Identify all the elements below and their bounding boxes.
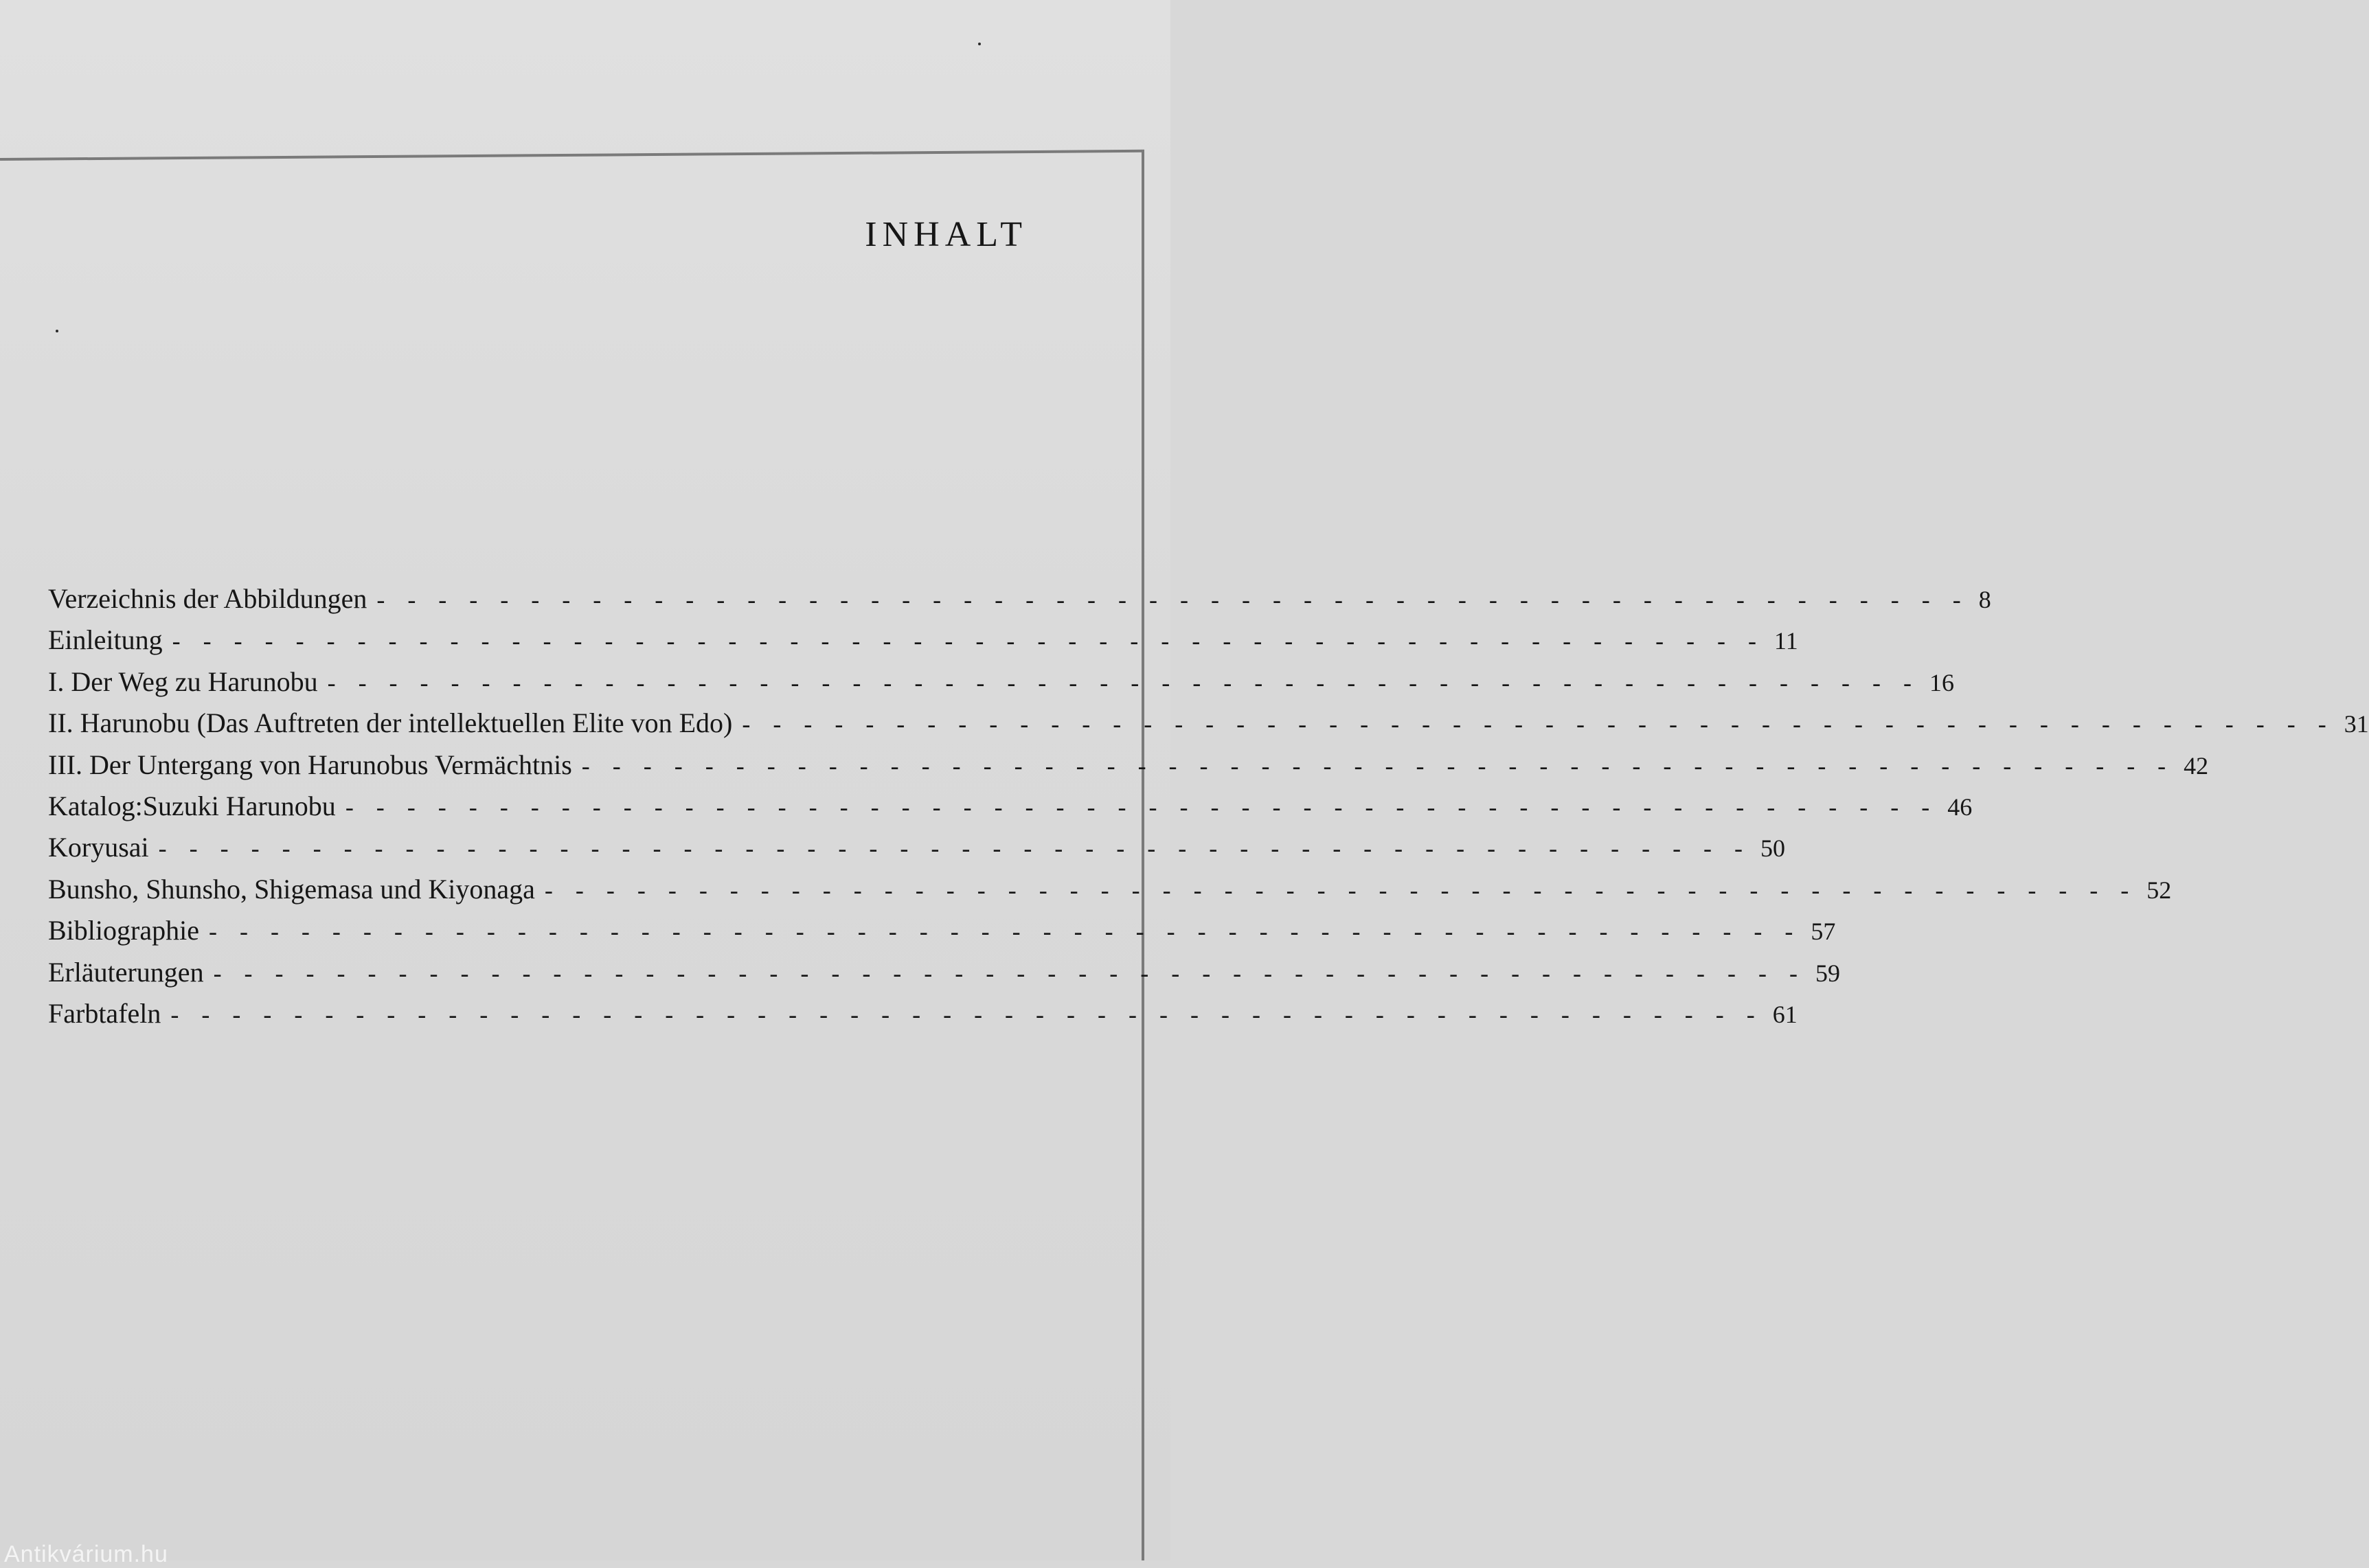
watermark: Antikvárium.hu — [4, 1541, 168, 1567]
table-of-contents — [48, 582, 2369, 1038]
toc-leader: - - - - - - - - - - - - - - - - - - - - - - - - - - - - - - - - - - - - - - - - - - - - - - - - - - - - — [213, 959, 1806, 987]
toc-page-number: 52 — [2146, 876, 2172, 904]
toc-page-number: 31 — [2344, 710, 2369, 738]
toc-entry-title: Koryusai — [48, 832, 149, 863]
toc-entry-bibliographie — [48, 914, 1836, 955]
toc-entry-erlaeuterungen — [48, 956, 1840, 997]
toc-entry-katalog-koryusai — [48, 831, 1786, 872]
toc-page-number: 50 — [1760, 834, 1786, 863]
toc-leader: - - - - - - - - - - - - - - - - - - - - - - - - - - - - - - - - - - - - - - - - - - - - - - - - - - - - — [158, 834, 1752, 863]
toc-page-number: 42 — [2184, 751, 2209, 780]
dust-speck — [978, 43, 981, 45]
toc-entry-title: Verzeichnis der Abbildungen — [48, 583, 367, 614]
dust-speck — [56, 330, 58, 332]
toc-page-number: 8 — [1978, 586, 1991, 613]
toc-entry-farbtafeln — [48, 997, 1798, 1038]
toc-leader: - - - - - - - - - - - - - - - - - - - - - - - - - - - - - - - - - - - - - - - - - - - - - - - - - - - - — [170, 1000, 1763, 1028]
toc-leader: - - - - - - - - - - - - - - - - - - - - - - - - - - - - - - - - - - - - - - - - - - - - - - - - - - - - — [742, 710, 2335, 738]
toc-entry-title: III. Der Untergang von Harunobus Vermächtnis — [48, 749, 572, 780]
toc-leader: - - - - - - - - - - - - - - - - - - - - - - - - - - - - - - - - - - - - - - - - - - - - - - - - - - - - — [345, 793, 1938, 821]
toc-entry-title: Bibliographie — [48, 915, 199, 946]
page-title: INHALT — [865, 215, 1028, 254]
toc-leader: - - - - - - - - - - - - - - - - - - - - - - - - - - - - - - - - - - - - - - - - - - - - - - - - - - - - — [208, 918, 1802, 946]
toc-entry-katalog-harunobu — [48, 790, 1973, 831]
toc-page-number: 61 — [1772, 1000, 1798, 1028]
toc-leader: - - - - - - - - - - - - - - - - - - - - - - - - - - - - - - - - - - - - - - - - - - - - - - - - - - - - — [376, 586, 1969, 613]
toc-entry-title: Erläuterungen — [48, 956, 204, 988]
toc-leader: - - - - - - - - - - - - - - - - - - - - - - - - - - - - - - - - - - - - - - - - - - - - - - - - - - - - — [581, 751, 2175, 780]
toc-entry-prefix: Katalog: — [48, 790, 143, 821]
toc-entry-chapter-2 — [48, 707, 2369, 748]
toc-page-number: 57 — [1811, 918, 1836, 946]
toc-entry-chapter-3 — [48, 749, 2209, 790]
toc-entry-verzeichnis — [48, 582, 1991, 624]
toc-entry-title: II. Harunobu (Das Auftreten der intellektuellen Elite von Edo) — [48, 707, 733, 739]
toc-entry-einleitung — [48, 624, 1798, 665]
toc-entry-title: Einleitung — [48, 624, 163, 656]
toc-leader: - - - - - - - - - - - - - - - - - - - - - - - - - - - - - - - - - - - - - - - - - - - - - - - - - - - - — [327, 668, 1920, 696]
toc-entry-katalog-bunsho — [48, 873, 2172, 914]
toc-entry-title: Suzuki Harunobu — [142, 790, 336, 821]
toc-page-number: 11 — [1774, 627, 1798, 655]
toc-entry-title: Farbtafeln — [48, 997, 161, 1029]
toc-entry-chapter-1 — [48, 666, 1954, 707]
toc-entry-title: Bunsho, Shunsho, Shigemasa und Kiyonaga — [48, 873, 535, 905]
toc-leader: - - - - - - - - - - - - - - - - - - - - - - - - - - - - - - - - - - - - - - - - - - - - - - - - - - - - — [544, 876, 2138, 904]
toc-entry-title: I. Der Weg zu Harunobu — [48, 666, 318, 697]
toc-page-number: 16 — [1929, 668, 1954, 696]
toc-page-number: 46 — [1947, 793, 1973, 821]
toc-page-number: 59 — [1815, 959, 1840, 987]
toc-leader: - - - - - - - - - - - - - - - - - - - - - - - - - - - - - - - - - - - - - - - - - - - - - - - - - - - - — [172, 627, 1765, 655]
